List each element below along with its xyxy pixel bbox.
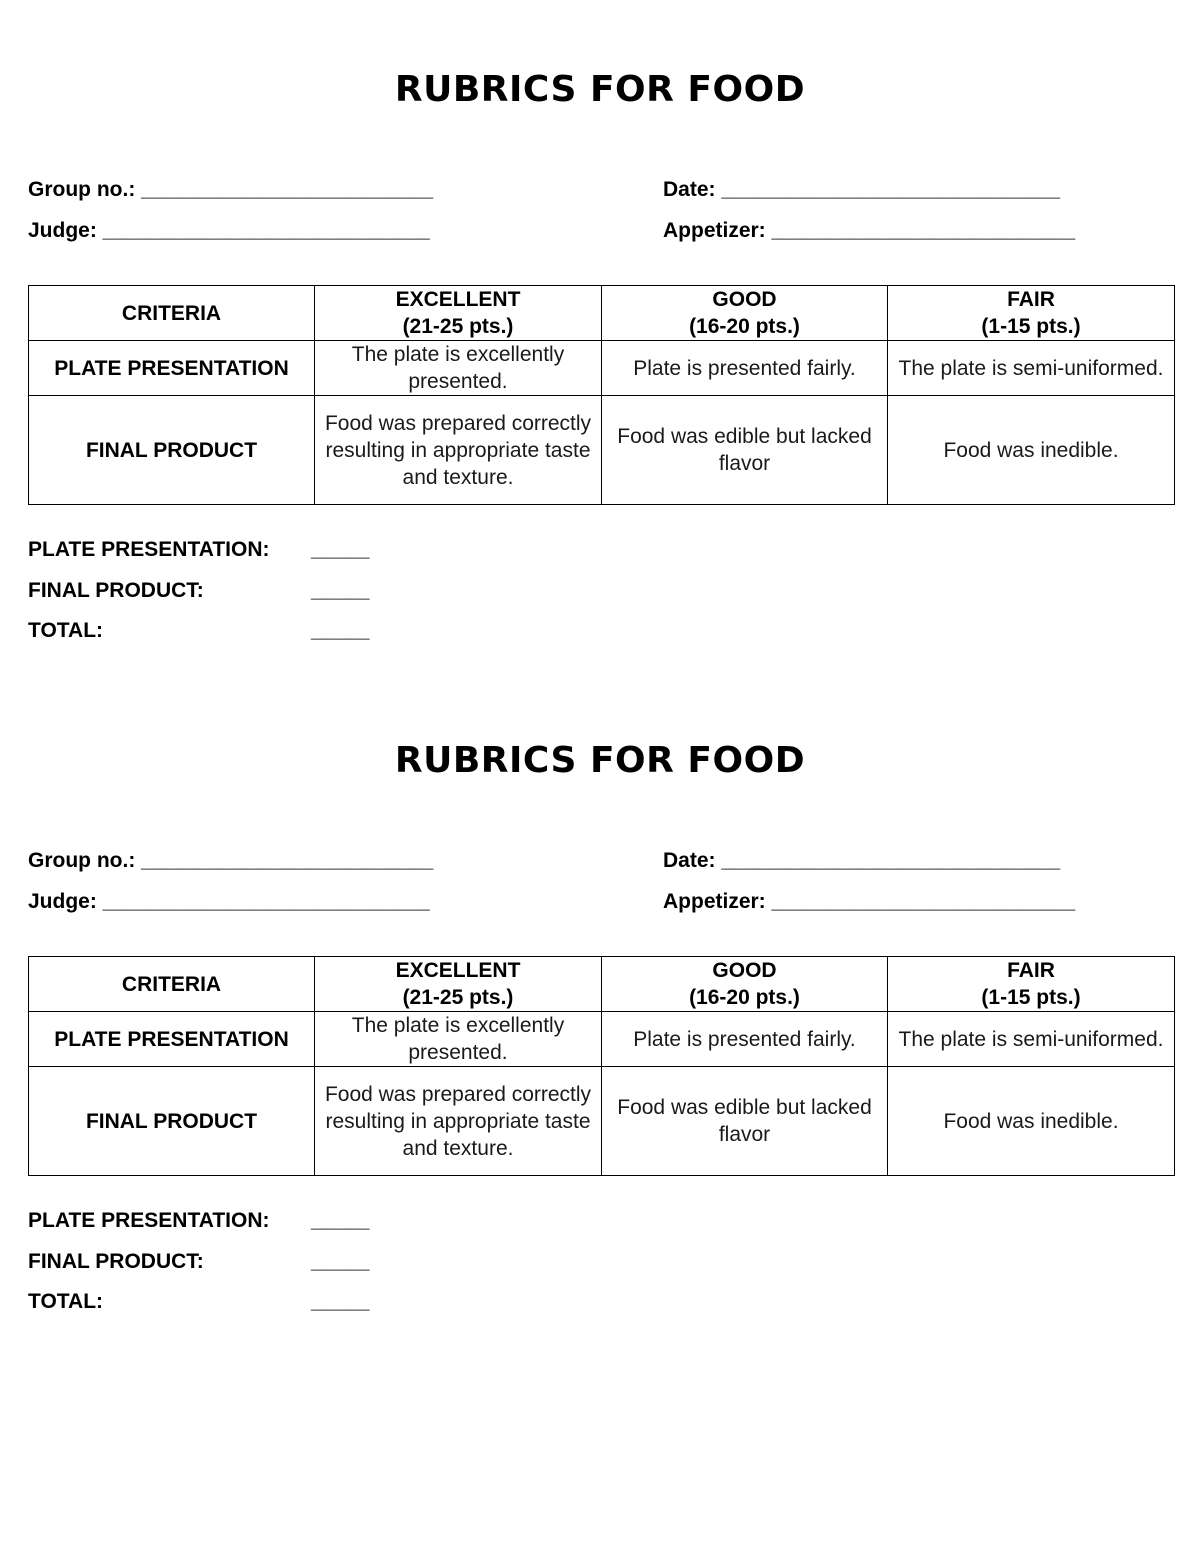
appetizer-field[interactable]: Appetizer: __________________________ bbox=[663, 219, 1076, 242]
header-criteria: CRITERIA bbox=[29, 286, 315, 341]
score-label: FINAL PRODUCT: bbox=[28, 579, 204, 602]
score-blank[interactable]: _____ bbox=[311, 579, 370, 602]
group-number-field[interactable]: Group no.: _________________________ bbox=[28, 178, 434, 201]
score-plate-presentation bbox=[28, 1208, 370, 1234]
score-plate-presentation bbox=[28, 537, 370, 563]
cell-good: Food was edible but lacked flavor bbox=[602, 396, 888, 505]
score-final-product bbox=[28, 1249, 370, 1275]
appetizer-field[interactable]: Appetizer: __________________________ bbox=[663, 890, 1076, 913]
score-total bbox=[28, 1289, 370, 1315]
header-fair: FAIR (1-15 pts.) bbox=[888, 286, 1175, 341]
score-blank[interactable]: _____ bbox=[311, 619, 370, 642]
score-blank[interactable]: _____ bbox=[311, 1290, 370, 1313]
score-total bbox=[28, 618, 370, 644]
header-criteria: CRITERIA bbox=[29, 957, 315, 1012]
score-label: PLATE PRESENTATION: bbox=[28, 1209, 270, 1232]
rubric-table bbox=[28, 956, 1175, 1176]
score-blank[interactable]: _____ bbox=[311, 538, 370, 561]
criterion-plate-presentation: PLATE PRESENTATION bbox=[29, 341, 315, 396]
cell-excellent: The plate is excellently presented. bbox=[315, 341, 602, 396]
date-field[interactable]: Date: _____________________________ bbox=[663, 178, 1061, 201]
cell-excellent: The plate is excellently presented. bbox=[315, 1012, 602, 1067]
cell-fair: The plate is semi-uniformed. bbox=[888, 341, 1175, 396]
header-excellent: EXCELLENT (21-25 pts.) bbox=[315, 957, 602, 1012]
header-fair: FAIR (1-15 pts.) bbox=[888, 957, 1175, 1012]
cell-fair: Food was inedible. bbox=[888, 396, 1175, 505]
header-good: GOOD (16-20 pts.) bbox=[602, 957, 888, 1012]
table-row bbox=[29, 1067, 1175, 1176]
table-row bbox=[29, 396, 1175, 505]
criterion-plate-presentation: PLATE PRESENTATION bbox=[29, 1012, 315, 1067]
table-header-row bbox=[29, 957, 1175, 1012]
judge-field[interactable]: Judge: ____________________________ bbox=[28, 890, 430, 913]
score-blank[interactable]: _____ bbox=[311, 1209, 370, 1232]
cell-excellent: Food was prepared correctly resulting in appropriate taste and texture. bbox=[315, 396, 602, 505]
cell-fair: The plate is semi-uniformed. bbox=[888, 1012, 1175, 1067]
date-field[interactable]: Date: _____________________________ bbox=[663, 849, 1061, 872]
header-excellent: EXCELLENT (21-25 pts.) bbox=[315, 286, 602, 341]
score-label: PLATE PRESENTATION: bbox=[28, 538, 270, 561]
table-row bbox=[29, 341, 1175, 396]
score-label: TOTAL: bbox=[28, 619, 104, 642]
cell-good: Food was edible but lacked flavor bbox=[602, 1067, 888, 1176]
criterion-final-product: FINAL PRODUCT bbox=[29, 1067, 315, 1176]
header-good: GOOD (16-20 pts.) bbox=[602, 286, 888, 341]
score-label: FINAL PRODUCT: bbox=[28, 1250, 204, 1273]
group-number-field[interactable]: Group no.: _________________________ bbox=[28, 849, 434, 872]
page-title: RUBRICS FOR FOOD bbox=[394, 740, 806, 781]
table-header-row bbox=[29, 286, 1175, 341]
score-label: TOTAL: bbox=[28, 1290, 104, 1313]
cell-good: Plate is presented fairly. bbox=[602, 1012, 888, 1067]
cell-fair: Food was inedible. bbox=[888, 1067, 1175, 1176]
judge-field[interactable]: Judge: ____________________________ bbox=[28, 219, 430, 242]
cell-excellent: Food was prepared correctly resulting in appropriate taste and texture. bbox=[315, 1067, 602, 1176]
cell-good: Plate is presented fairly. bbox=[602, 341, 888, 396]
table-row bbox=[29, 1012, 1175, 1067]
criterion-final-product: FINAL PRODUCT bbox=[29, 396, 315, 505]
page-title: RUBRICS FOR FOOD bbox=[394, 69, 806, 110]
score-final-product bbox=[28, 578, 370, 604]
rubric-table bbox=[28, 285, 1175, 505]
score-blank[interactable]: _____ bbox=[311, 1250, 370, 1273]
